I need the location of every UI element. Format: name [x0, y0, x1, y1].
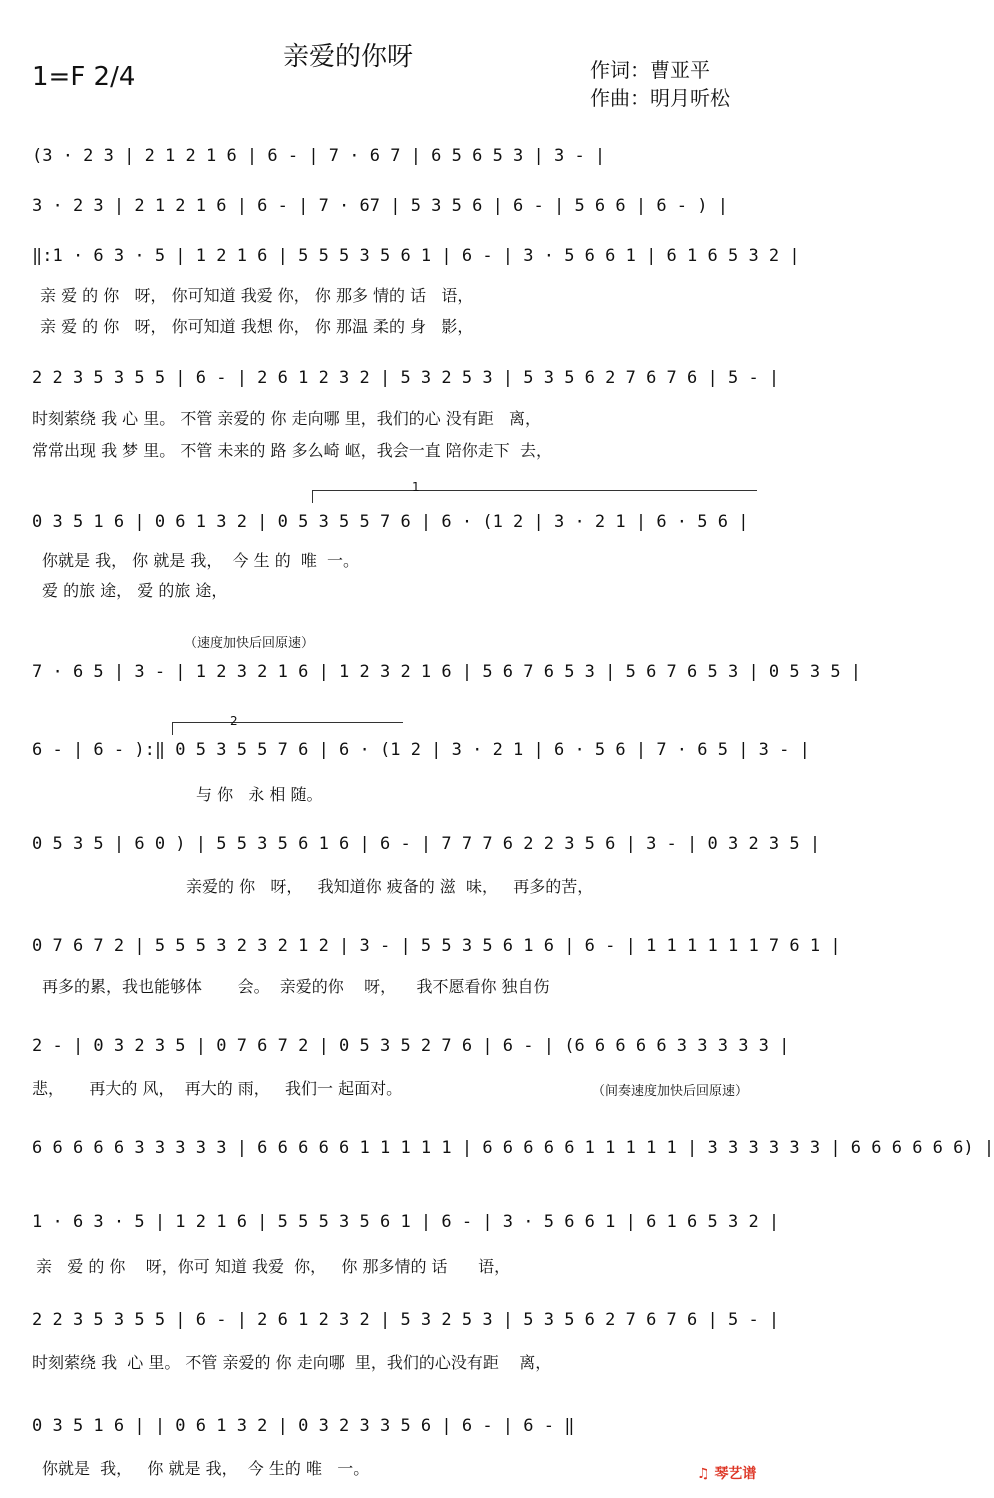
notation-row-2: 3 · 2 3 | 2 1 2 1 6 | 6 - | 7 · 67 | 5 3 5 6 | 6 - | 5 6 6 | 6 - ) |: [32, 196, 728, 216]
notation-row-13: 2 2 3 5 3 5 5 | 6 - | 2 6 1 2 3 2 | 5 3 2 5 3 | 5 3 5 6 2 7 6 7 6 | 5 - |: [32, 1310, 780, 1330]
lyrics-row-4b: 常常出现 我 梦 里。 不管 未来的 路 多么崎 岖，我会一直 陪你走下 去，: [32, 441, 552, 460]
tempo-annotation-1: （速度加快后回原速）: [184, 636, 315, 651]
lyricist-credit: 作词：曹亚平: [590, 58, 710, 82]
volta-2-bracket: [172, 722, 403, 735]
lyrics-row-5b: 爱 的旅 途， 爱 的旅 途，: [42, 581, 228, 600]
lyrics-row-13: 时刻萦绕 我 心 里。 不管 亲爱的 你 走向哪 里，我们的心没有距 离，: [32, 1353, 552, 1372]
key-signature: 1=F 2/4: [32, 62, 136, 92]
notation-row-6: 7 · 6 5 | 3 - | 1 2 3 2 1 6 | 1 2 3 2 1 6 | 5 6 7 6 5 3 | 5 6 7 6 5 3 | 0 5 3 5 |: [32, 662, 862, 682]
lyrics-row-14: 你就是 我， 你 就是 我， 今 生的 唯 一。: [42, 1459, 370, 1478]
volta-1-bracket: [312, 490, 757, 503]
lyrics-row-3b: 亲 爱 的 你 呀， 你可知道 我想 你， 你 那温 柔的 身 影，: [40, 317, 474, 336]
lyrics-row-4a: 时刻萦绕 我 心 里。 不管 亲爱的 你 走向哪 里，我们的心 没有距 离，: [32, 409, 542, 428]
tempo-annotation-2: （间奏速度加快后回原速）: [592, 1084, 749, 1099]
notation-row-9: 0 7 6 7 2 | 5 5 5 3 2 3 2 1 2 | 3 - | 5 5 3 5 6 1 6 | 6 - | 1 1 1 1 1 1 7 6 1 |: [32, 936, 841, 956]
song-title: 亲爱的你呀: [283, 42, 414, 72]
notation-row-1: (3 · 2 3 | 2 1 2 1 6 | 6 - | 7 · 6 7 | 6 5 6 5 3 | 3 - |: [32, 146, 606, 166]
notation-row-12: 1 · 6 3 · 5 | 1 2 1 6 | 5 5 5 3 5 6 1 | 6 - | 3 · 5 6 6 1 | 6 1 6 5 3 2 |: [32, 1212, 780, 1232]
notation-row-11: 6 6 6 6 6 3 3 3 3 3 | 6 6 6 6 6 1 1 1 1 1 | 6 6 6 6 6 1 1 1 1 1 | 3 3 3 3 3 3 | 6 6 6 6 6 6) |: [32, 1138, 994, 1158]
notation-row-14: 0 3 5 1 6 | | 0 6 1 3 2 | 0 3 2 3 3 5 6 | 6 - | 6 - ‖: [32, 1416, 575, 1436]
notation-row-4: 2 2 3 5 3 5 5 | 6 - | 2 6 1 2 3 2 | 5 3 2 5 3 | 5 3 5 6 2 7 6 7 6 | 5 - |: [32, 368, 780, 388]
volta-2-label: 2: [230, 714, 238, 728]
lyrics-row-5a: 你就是 我， 你 就是 我， 今 生 的 唯 一。: [42, 551, 360, 570]
composer-credit: 作曲：明月听松: [590, 86, 730, 110]
notation-row-3: ‖:1 · 6 3 · 5 | 1 2 1 6 | 5 5 5 3 5 6 1 | 6 - | 3 · 5 6 6 1 | 6 1 6 5 3 2 |: [32, 246, 800, 266]
notation-row-8: 0 5 3 5 | 6 0 ) | 5 5 3 5 6 1 6 | 6 - | 7 7 7 6 2 2 3 5 6 | 3 - | 0 3 2 3 5 |: [32, 834, 821, 854]
notation-row-5: 0 3 5 1 6 | 0 6 1 3 2 | 0 5 3 5 5 7 6 | 6 · (1 2 | 3 · 2 1 | 6 · 5 6 |: [32, 512, 749, 532]
lyrics-row-10: 悲， 再大的 风， 再大的 雨， 我们一 起面对。: [32, 1079, 403, 1098]
watermark-logo: [697, 1463, 756, 1483]
lyrics-row-9: 再多的累，我也能够体 会。 亲爱的你 呀， 我不愿看你 独自伤: [42, 977, 550, 996]
notation-row-10: 2 - | 0 3 2 3 5 | 0 7 6 7 2 | 0 5 3 5 2 7 6 | 6 - | (6 6 6 6 6 3 3 3 3 3 |: [32, 1036, 790, 1056]
piano-icon: ♫: [697, 1466, 710, 1482]
volta-1-label: 1: [412, 480, 420, 494]
notation-row-7: 6 - | 6 - ):‖ 0 5 3 5 5 7 6 | 6 · (1 2 | 3 · 2 1 | 6 · 5 6 | 7 · 6 5 | 3 - |: [32, 740, 810, 760]
lyrics-row-8: 亲爱的 你 呀， 我知道你 疲备的 滋 味， 再多的苦，: [186, 877, 594, 896]
lyrics-row-12: 亲 爱 的 你 呀，你可 知道 我爱 你， 你 那多情的 话 语，: [36, 1257, 511, 1276]
watermark-text: 琴艺谱: [714, 1466, 757, 1482]
lyrics-row-3a: 亲 爱 的 你 呀， 你可知道 我爱 你， 你 那多 情的 话 语，: [40, 286, 474, 305]
lyrics-row-7: 与 你 永 相 随。: [196, 785, 323, 804]
